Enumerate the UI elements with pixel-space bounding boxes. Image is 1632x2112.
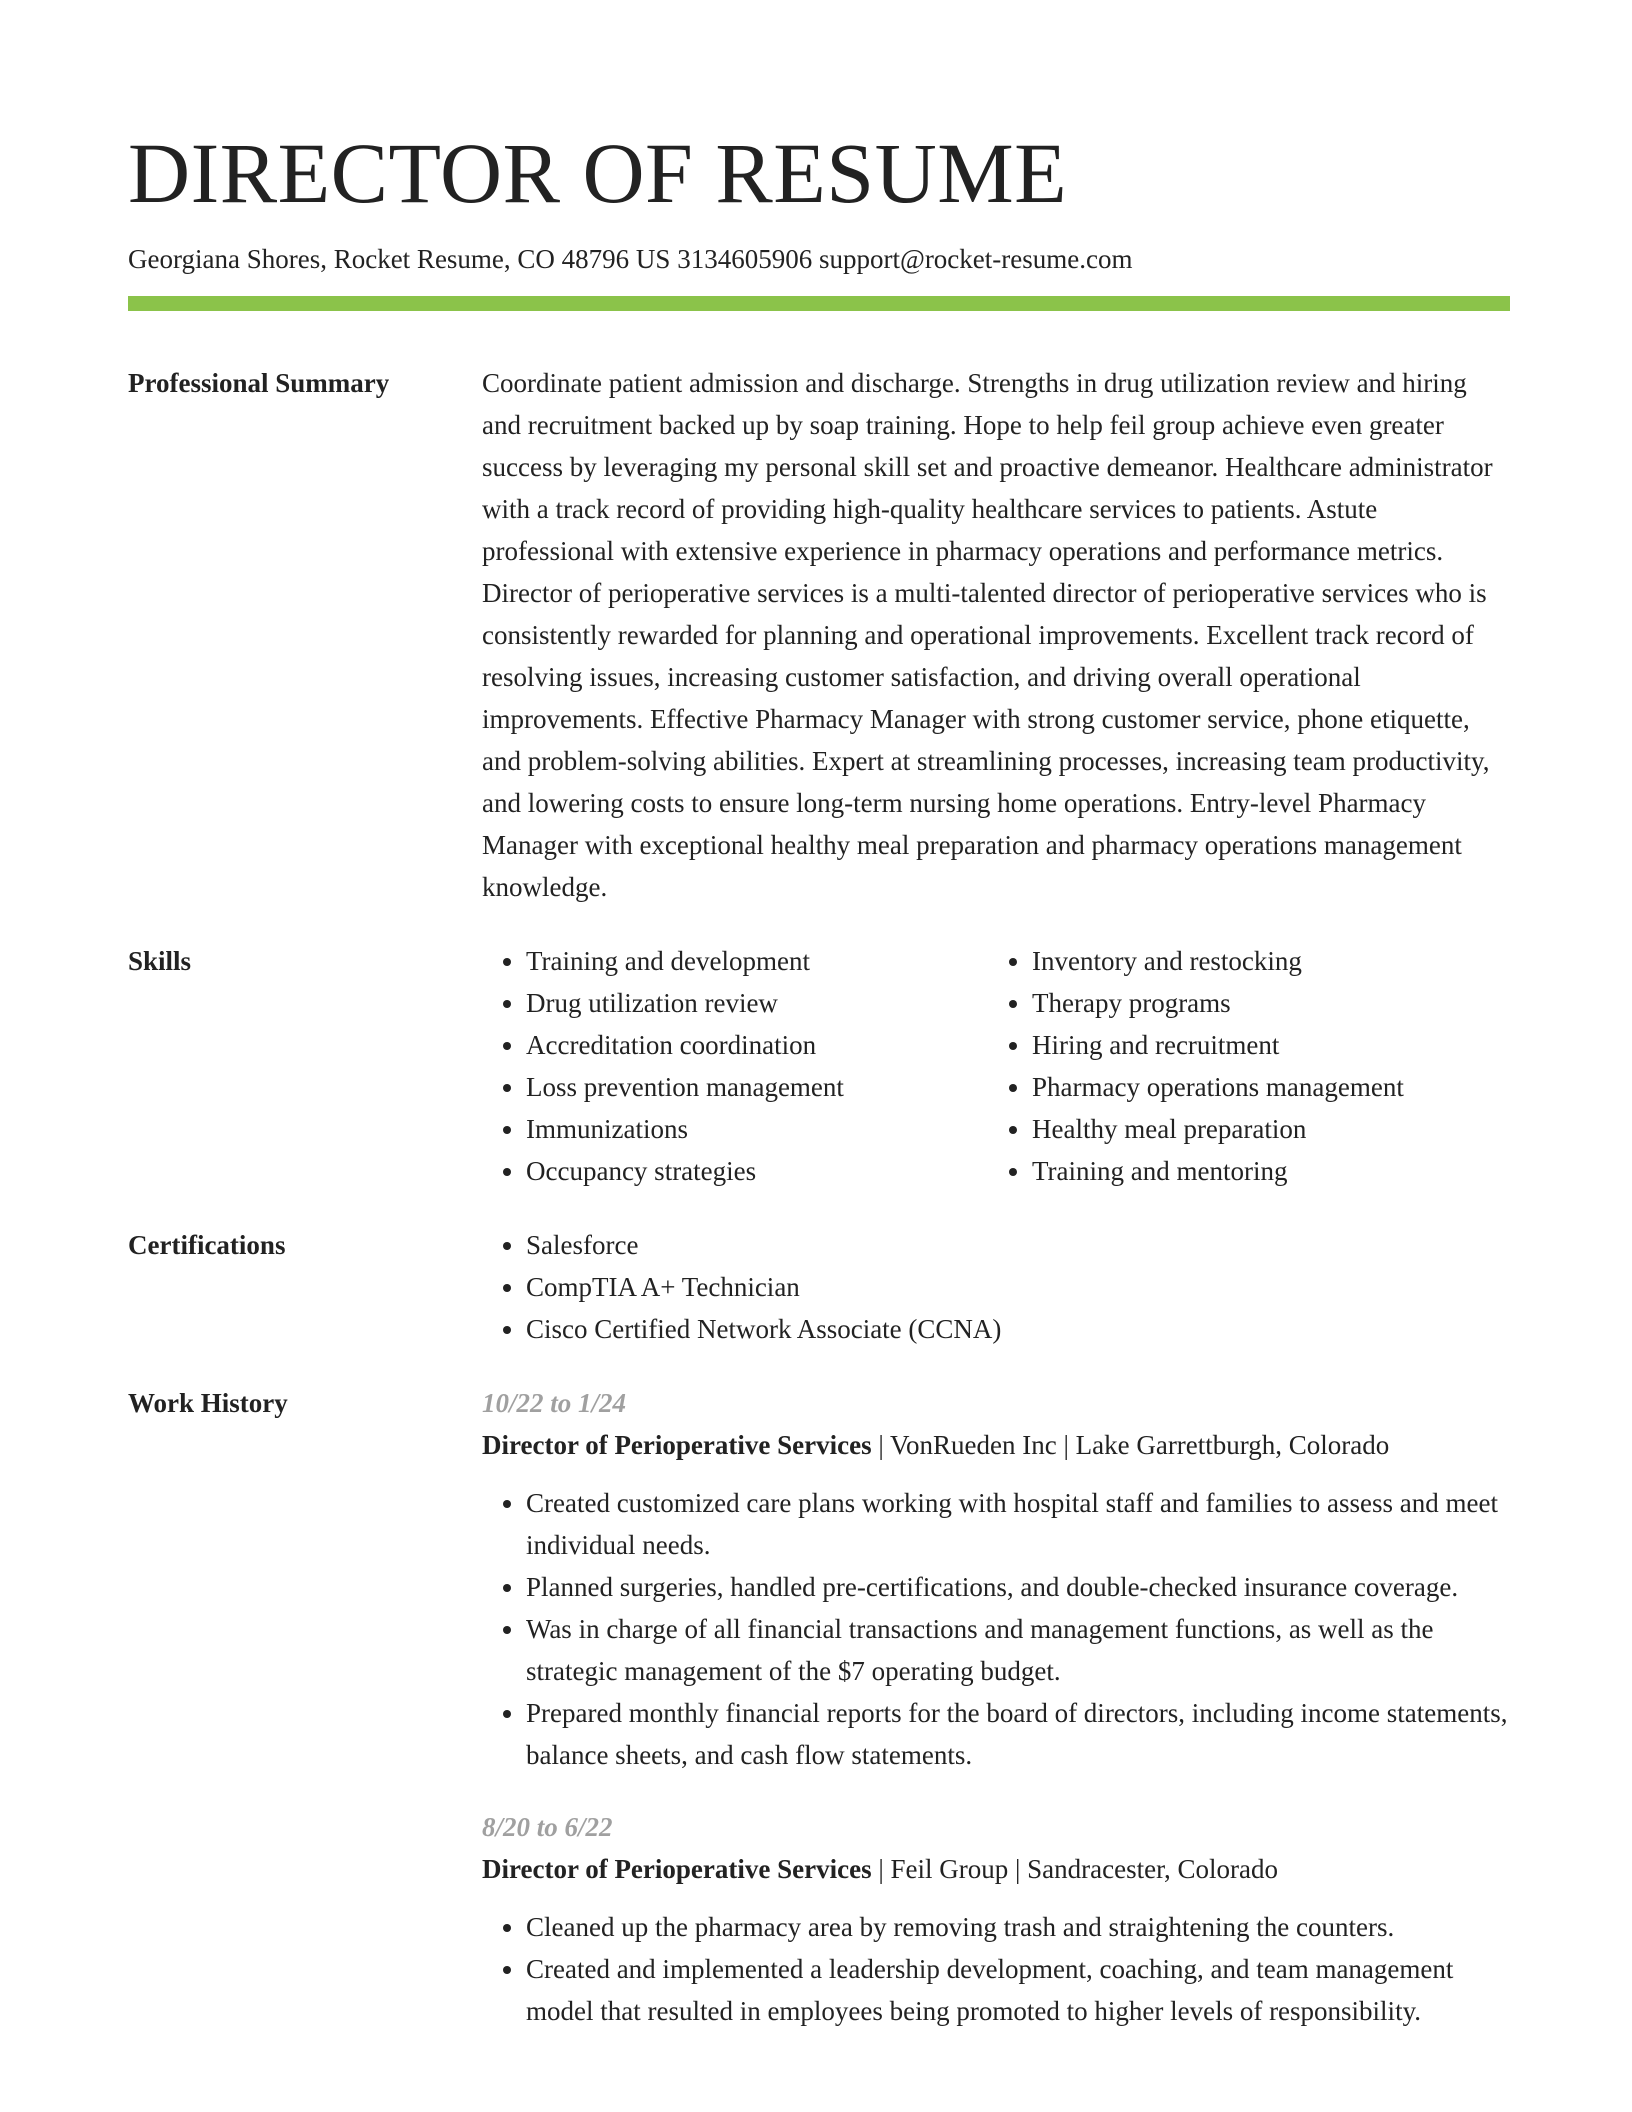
job-title: Director of Perioperative Services bbox=[482, 1430, 872, 1460]
job-bullets bbox=[482, 1906, 1510, 2032]
skills-section bbox=[128, 940, 1510, 1192]
section-label-work-history: Work History bbox=[128, 1388, 288, 1418]
contact-line bbox=[128, 242, 1510, 276]
resume-title: DIRECTOR OF RESUME bbox=[128, 125, 1068, 221]
contact-email[interactable]: support@rocket-resume.com bbox=[818, 244, 1133, 274]
job-details: | Feil Group | Sandracester, Colorado bbox=[871, 1854, 1278, 1884]
job-heading bbox=[482, 1848, 1510, 1890]
job-bullet: • Was in charge of all financial transactions and management functions, as well as the strategic management of the $7 operating budget. bbox=[526, 1608, 1510, 1692]
summary-text: Coordinate patient admission and discharge. Strengths in drug utilization review and hiring and recruitment backed up by soap training. Hope to help feil group achieve even greater success by leveraging my personal skill set and proactive demeanor. Healthcare administrator with a track record of providing high-quality healthcare services to patients. Astute professional with extensive experience in pharmacy operations and performance metrics. Director of perioperative services is a multi-talented director of perioperative services who is consistently rewarded for planning and operational improvements. Excellent track record of resolving issues, increasing customer satisfaction, and driving overall operational improvements. Effective Pharmacy Manager with strong customer service, phone etiquette, and problem-solving abilities. Expert at streamlining processes, increasing team productivity, and lowering costs to ensure long-term nursing home operations. Entry-level Pharmacy Manager with exceptional healthy meal preparation and pharmacy operations management knowledge. bbox=[482, 368, 1493, 902]
job-entry bbox=[482, 1382, 1510, 1776]
skill-item: • Training and development bbox=[526, 940, 988, 982]
skill-item: • Immunizations bbox=[526, 1108, 988, 1150]
skill-item: • Therapy programs bbox=[1032, 982, 1510, 1024]
skill-item: • Drug utilization review bbox=[526, 982, 988, 1024]
work-history-body bbox=[482, 1382, 1510, 2032]
skill-item: • Training and mentoring bbox=[1032, 1150, 1510, 1192]
work-history-section bbox=[128, 1382, 1510, 2032]
summary-section bbox=[128, 362, 1510, 908]
job-details: | VonRueden Inc | Lake Garrettburgh, Colorado bbox=[871, 1430, 1390, 1460]
section-label-summary: Professional Summary bbox=[128, 368, 390, 398]
skill-item: • Hiring and recruitment bbox=[1032, 1024, 1510, 1066]
summary-body bbox=[482, 362, 1510, 908]
skill-item: • Healthy meal preparation bbox=[1032, 1108, 1510, 1150]
job-bullets bbox=[482, 1482, 1510, 1776]
certifications-body bbox=[482, 1224, 1510, 1350]
certification-item: • Cisco Certified Network Associate (CCNA) bbox=[526, 1308, 1510, 1350]
certifications-list bbox=[482, 1224, 1510, 1350]
job-entry bbox=[482, 1806, 1510, 2032]
skills-list-right bbox=[988, 940, 1510, 1192]
job-dates: 10/22 to 1/24 bbox=[482, 1388, 627, 1418]
skills-grid bbox=[482, 940, 1510, 1192]
skill-item: • Loss prevention management bbox=[526, 1066, 988, 1108]
skills-body bbox=[482, 940, 1510, 1192]
job-bullet: • Cleaned up the pharmacy area by removing trash and straightening the counters. bbox=[526, 1906, 1510, 1948]
section-label-skills: Skills bbox=[128, 946, 192, 976]
contact-phone: 3134605906 bbox=[677, 244, 813, 274]
certifications-section bbox=[128, 1224, 1510, 1350]
skill-item: • Occupancy strategies bbox=[526, 1150, 988, 1192]
certification-item: • CompTIA A+ Technician bbox=[526, 1266, 1510, 1308]
skills-list-left bbox=[482, 940, 988, 1192]
job-title: Director of Perioperative Services bbox=[482, 1854, 872, 1884]
resume-page bbox=[128, 0, 1510, 2032]
contact-address: Georgiana Shores, Rocket Resume, CO 48796 US bbox=[128, 244, 671, 274]
certification-item: • Salesforce bbox=[526, 1224, 1510, 1266]
job-bullet: • Created customized care plans working with hospital staff and families to assess and meet individual needs. bbox=[526, 1482, 1510, 1566]
job-bullet: • Created and implemented a leadership development, coaching, and team management model that resulted in employees being promoted to higher levels of responsibility. bbox=[526, 1948, 1510, 2032]
section-label-certifications: Certifications bbox=[128, 1230, 286, 1260]
job-bullet: • Planned surgeries, handled pre-certifications, and double-checked insurance coverage. bbox=[526, 1566, 1510, 1608]
header-divider bbox=[128, 296, 1510, 311]
skill-item: • Inventory and restocking bbox=[1032, 940, 1510, 982]
job-bullet: • Prepared monthly financial reports for the board of directors, including income statements, balance sheets, and cash flow statements. bbox=[526, 1692, 1510, 1776]
skill-item: • Pharmacy operations management bbox=[1032, 1066, 1510, 1108]
skill-item: • Accreditation coordination bbox=[526, 1024, 988, 1066]
job-heading bbox=[482, 1424, 1510, 1466]
job-dates: 8/20 to 6/22 bbox=[482, 1812, 613, 1842]
